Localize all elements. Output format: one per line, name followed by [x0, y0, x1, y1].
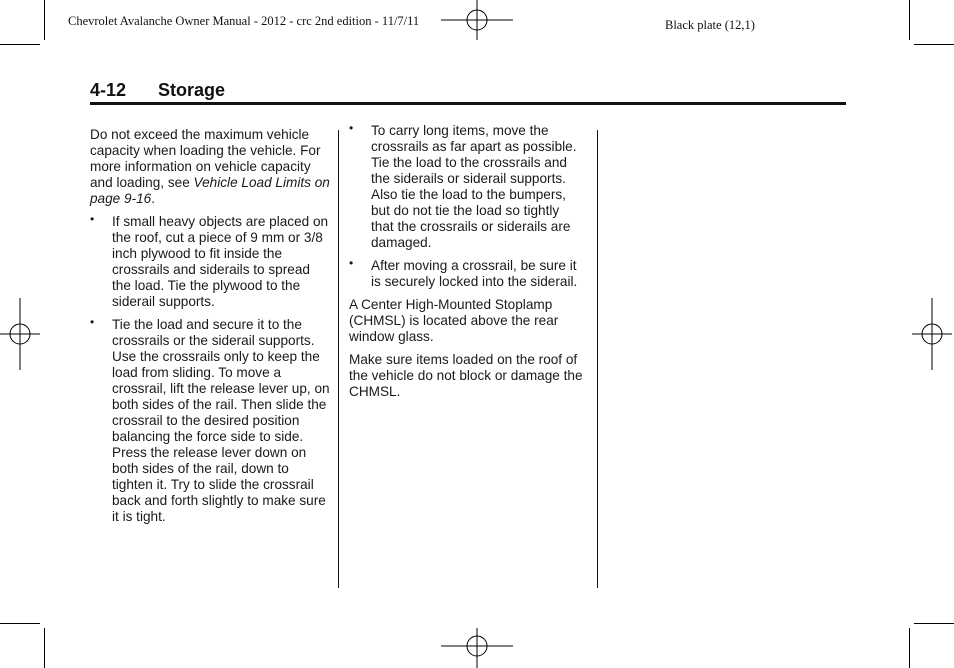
bullet-icon: • — [349, 121, 354, 135]
crop-mark-top-left-h — [0, 44, 40, 45]
crop-mark-top-left-v — [44, 0, 45, 40]
list-item-text: After moving a crossrail, be sure it is securely locked into the siderail. — [371, 258, 578, 289]
registration-target-left-icon — [0, 298, 40, 370]
list-item-text: If small heavy objects are placed on the roof, cut a piece of 9 mm or 3/8 inch plywood to fit inside the crossrails and siderails to spread the load. Tie the plywood to the siderail supports. — [112, 214, 329, 309]
list-item — [349, 123, 585, 251]
list-item — [349, 258, 585, 290]
page-number: 4-12 — [90, 80, 127, 100]
intro-paragraph — [90, 127, 330, 207]
registration-target-right-icon — [912, 298, 952, 370]
chmsl-warning-paragraph: Make sure items loaded on the roof of the vehicle do not block or damage the CHMSL. — [349, 352, 583, 399]
crop-mark-top-right-v — [909, 0, 910, 40]
cross-reference-link[interactable]: Vehicle Load Limits on page 9-16 — [90, 175, 330, 206]
registration-target-top-icon — [441, 0, 513, 40]
column-divider-2 — [597, 130, 598, 588]
manual-header: Chevrolet Avalanche Owner Manual - 2012 - crc 2nd edition - 11/7/11 — [68, 14, 420, 28]
intro-end: . — [151, 191, 156, 206]
column-divider-1 — [338, 130, 339, 588]
column-2 — [349, 123, 585, 407]
bullet-icon: • — [90, 315, 95, 329]
plate-label: Black plate (12,1) — [665, 18, 755, 32]
list-item-text: Tie the load and secure it to the crossrails or the siderail supports. Use the crossrails only to keep the load from sliding. To move a crossrail, lift the release lever up, on both sides of the rail. Then slide the crossrail to the desired position balancing the force side to side. Press the release lever down on both sides of the rail, down to tighten it. Try to slide the crossrail back and forth slightly to make sure it is tight. — [112, 317, 330, 524]
crop-mark-top-right-h — [914, 44, 954, 45]
registration-target-bottom-icon — [441, 628, 513, 668]
column-1 — [90, 127, 330, 532]
heading-rule — [90, 102, 846, 105]
list-item — [90, 317, 330, 525]
list-item-text: To carry long items, move the crossrails as far apart as possible. Tie the load to the crossrails and the siderails or siderail supports. Also tie the load to the bumpers, but do not tie the load so tightly that the crossrails or siderails are damaged. — [371, 123, 577, 250]
intro-text: Do not exceed the maximum vehicle capacity when loading the vehicle. For more information on vehicle capacity and loading, see — [90, 127, 321, 190]
crop-mark-bottom-right-v — [909, 628, 910, 668]
section-title: Storage — [158, 80, 226, 100]
bullet-icon: • — [90, 212, 95, 226]
bullet-icon: • — [349, 256, 354, 270]
crop-mark-bottom-left-h — [0, 623, 40, 624]
chmsl-paragraph: A Center High-Mounted Stoplamp (CHMSL) is located above the rear window glass. — [349, 297, 559, 344]
crop-mark-bottom-right-h — [914, 623, 954, 624]
crop-mark-bottom-left-v — [44, 628, 45, 668]
list-item — [90, 214, 330, 310]
